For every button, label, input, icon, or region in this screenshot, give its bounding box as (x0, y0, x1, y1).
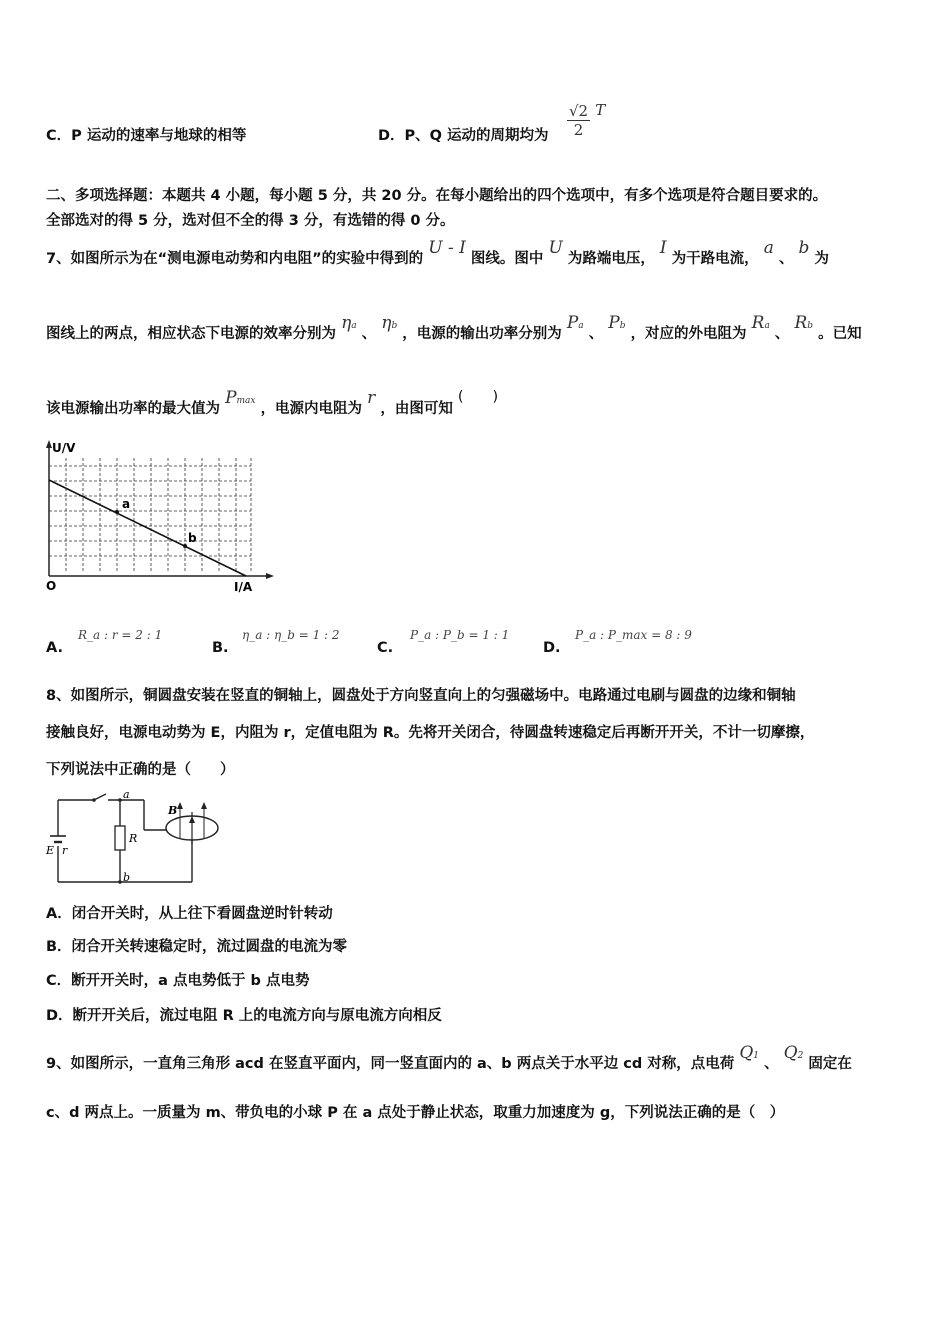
q7-option-d-letter[interactable]: D. (543, 640, 561, 656)
q8-option-a[interactable]: A．闭合开关时，从上往下看圆盘逆时针转动 (46, 906, 333, 922)
q7-line2 (46, 313, 862, 346)
q7-text: ，对应的外电阻为 (630, 326, 747, 342)
section2-line2: 全部选对的得 5 分，选对但不全的得 3 分，有选错的得 0 分。 (46, 213, 455, 229)
q7-i-math: I (659, 238, 667, 258)
q8-line1: 8、如图所示，铜圆盘安装在竖直的铜轴上，圆盘处于方向竖直向上的匀强磁场中。电路通过电刷与圆盘的边缘和铜轴 (46, 688, 796, 704)
answer-parens: ( ) (457, 389, 499, 405)
q9-line1 (46, 1043, 852, 1076)
origin-label: O (46, 579, 57, 593)
label-r-internal: r (62, 844, 68, 857)
q7-option-a-letter[interactable]: A. (46, 640, 63, 656)
p-symbol: P (608, 313, 620, 333)
q7-eta-b (381, 313, 397, 333)
label-b: b (123, 871, 131, 884)
node-b (118, 880, 122, 884)
q7-line1 (46, 238, 829, 269)
q9-text: 固定在 (808, 1056, 852, 1072)
q7-text: 、 (778, 251, 794, 267)
subscript: b (807, 321, 814, 331)
q7-u-math: U (548, 238, 563, 258)
eta-symbol: η (341, 313, 352, 333)
resistor-r (115, 826, 125, 850)
q7-r-a (752, 313, 770, 333)
q7-text: ，电源的输出功率分别为 (402, 326, 562, 342)
q6-option-d-fraction (567, 102, 605, 139)
label-r-resistor: R (129, 832, 138, 845)
subscript: 2 (797, 1051, 804, 1061)
p-symbol: P (225, 388, 237, 408)
p-symbol: P (566, 313, 579, 333)
q9-q2 (784, 1043, 804, 1063)
point-b-label: b (188, 531, 197, 545)
q7-a-math: a (763, 238, 774, 258)
subscript: a (578, 321, 584, 331)
q7-text: 、 (588, 326, 604, 342)
fraction-denominator: 2 (573, 121, 584, 139)
q7-text: 。已知 (818, 326, 862, 342)
ui-line (49, 480, 246, 576)
q7-b-math: b (798, 238, 810, 258)
q7-option-d-text[interactable]: P_a : P_max = 8 : 9 (575, 628, 692, 642)
q9-text: 、 (764, 1056, 779, 1072)
q7-ui-math: U - I (428, 238, 466, 258)
b-field-arrow (177, 802, 183, 809)
q9-q1 (739, 1043, 759, 1063)
x-axis-label: I/A (234, 580, 253, 594)
subscript: b (619, 321, 626, 331)
q9-text: 9、如图所示，一直角三角形 acd 在竖直平面内，同一竖直面内的 a、b 两点关于水平边 cd 对称，点电荷 (46, 1056, 735, 1072)
q6-option-d-text: D．P、Q 运动的周期均为 (378, 128, 549, 144)
q6-option-d[interactable] (378, 126, 549, 146)
eta-symbol: η (381, 313, 392, 333)
point-b-marker (183, 544, 187, 548)
b-field-arrow (201, 802, 207, 809)
subscript: a (351, 321, 357, 331)
q7-p-b (608, 313, 625, 333)
q8-option-c[interactable]: C．断开开关时，a 点电势低于 b 点电势 (46, 973, 310, 989)
r-symbol: R (751, 313, 765, 333)
q7-r-b (794, 313, 813, 333)
x-axis-arrow (266, 573, 274, 579)
q7-text: 为 (814, 251, 829, 267)
subscript: 1 (753, 1051, 760, 1061)
q7-option-b-letter[interactable]: B. (212, 640, 229, 656)
q7-text: 该电源输出功率的最大值为 (46, 401, 220, 417)
q9-line2: c、d 两点上。一质量为 m、带负电的小球 P 在 a 点处于静止状态，取重力加速度为 g，下列说法正确的是（ ） (46, 1105, 785, 1121)
subscript: b (391, 321, 398, 331)
q7-text: ，电源内电阻为 (260, 401, 363, 417)
q8-line2: 接触良好，电源电动势为 E，内阻为 r，定值电阻为 R。先将开关闭合，待圆盘转速稳定后再断开开关，不计一切摩擦， (46, 725, 815, 741)
r-symbol: R (794, 313, 808, 333)
q7-eta-a (341, 313, 357, 333)
point-a-marker (115, 510, 119, 514)
q7-pmax (225, 388, 255, 408)
q7-ui-graph (38, 436, 278, 596)
y-axis-label: U/V (52, 441, 76, 455)
period-var: T (595, 101, 606, 119)
q7-text: 、 (774, 326, 790, 342)
q7-option-c-letter[interactable]: C. (377, 640, 394, 656)
q7-text: 、 (361, 326, 377, 342)
q7-line3 (46, 388, 499, 421)
q8-line3: 下列说法中正确的是（ ） (46, 762, 235, 778)
label-e: E (46, 844, 55, 857)
label-a: a (123, 790, 130, 801)
q7-text: 7、如图所示为在“测电源电动势和内电阻”的实验中得到的 (46, 251, 424, 267)
q8-circuit-diagram (44, 790, 234, 890)
graph-grid (49, 458, 251, 571)
q8-option-d[interactable]: D．断开开关后，流过电阻 R 上的电流方向与原电流方向相反 (46, 1008, 442, 1024)
node-a (118, 798, 122, 802)
q7-p-a (567, 313, 584, 333)
q-symbol: Q (783, 1043, 798, 1063)
fraction-numerator: √2 (569, 102, 589, 120)
point-a-label: a (122, 497, 131, 511)
q-symbol: Q (739, 1043, 754, 1063)
q6-option-c[interactable]: C．P 运动的速率与地球的相等 (46, 128, 247, 144)
q7-text: 图线上的两点，相应状态下电源的效率分别为 (46, 326, 336, 342)
q7-text: ，由图可知 (380, 401, 453, 417)
q7-text: 图线。图中 (470, 251, 544, 267)
switch-pivot (92, 798, 96, 802)
q7-text: 为干路电流， (671, 251, 759, 267)
q7-option-c-text[interactable]: P_a : P_b = 1 : 1 (410, 628, 510, 642)
q7-option-b-text[interactable]: η_a : η_b = 1 : 2 (242, 628, 340, 642)
q7-r-math: r (367, 388, 376, 408)
subscript: max (236, 396, 256, 406)
subscript: a (764, 321, 770, 331)
label-b-field: B (168, 804, 178, 817)
q7-text: 为路端电压， (567, 251, 655, 267)
q8-option-b[interactable]: B．闭合开关转速稳定时，流过圆盘的电流为零 (46, 939, 348, 955)
q7-option-a-text[interactable]: R_a : r = 2 : 1 (78, 628, 163, 642)
section2-line1: 二、多项选择题：本题共 4 小题，每小题 5 分，共 20 分。在每小题给出的四个选项中，有多个选项是符合题目要求的。 (46, 188, 828, 204)
